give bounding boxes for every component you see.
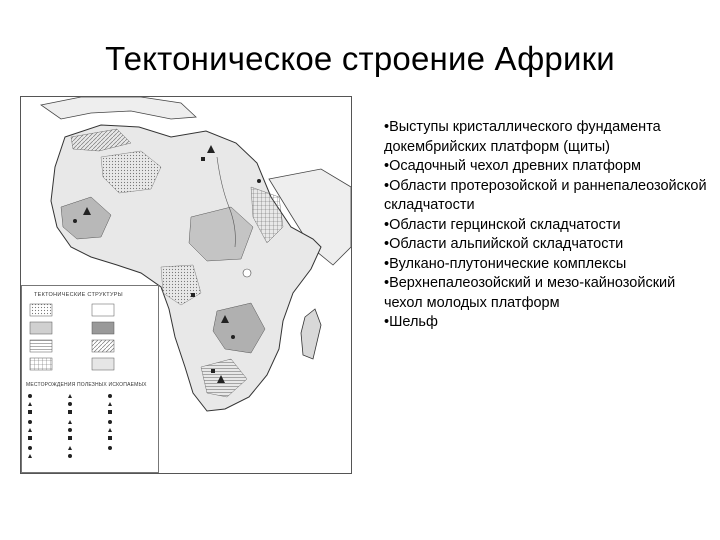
slide-title: Тектоническое строение Африки bbox=[105, 40, 615, 77]
tectonic-map bbox=[20, 96, 352, 474]
map-legend bbox=[21, 285, 159, 473]
legend-title: ТЕКТОНИЧЕСКИЕ СТРУКТУРЫ bbox=[34, 292, 123, 298]
europe-coast bbox=[41, 97, 196, 119]
bullet-shields: •Выступы кристаллического фундамента докембрийских платформ (щиты) bbox=[384, 119, 661, 155]
lake-victoria bbox=[243, 269, 251, 277]
bullet-proterozoic-folding: •Области протерозойской и раннепалеозойской складчатости bbox=[384, 177, 707, 213]
bullet-hercynian-folding: •Области герцинской складчатости bbox=[384, 216, 621, 233]
legend-minerals-title: МЕСТОРОЖДЕНИЯ ПОЛЕЗНЫХ ИСКОПАЕМЫХ bbox=[26, 382, 147, 388]
legend-mineral-symbols bbox=[22, 390, 158, 470]
bullet-alpine-folding: •Области альпийской складчатости bbox=[384, 236, 624, 252]
legend-structure-swatches bbox=[22, 300, 158, 390]
bullet-volcano-plutonic: •Вулкано-плутонические комплексы bbox=[384, 255, 627, 272]
bullet-young-platform-cover: •Верхнепалеозойский и мезо-кайнозойский чехол молодых платформ bbox=[384, 275, 676, 311]
bullet-sedimentary-cover: •Осадочный чехол древних платформ bbox=[384, 158, 642, 174]
madagascar bbox=[301, 309, 321, 359]
legend-bullet-list bbox=[384, 118, 714, 333]
bullet-shelf: •Шельф bbox=[384, 314, 438, 330]
